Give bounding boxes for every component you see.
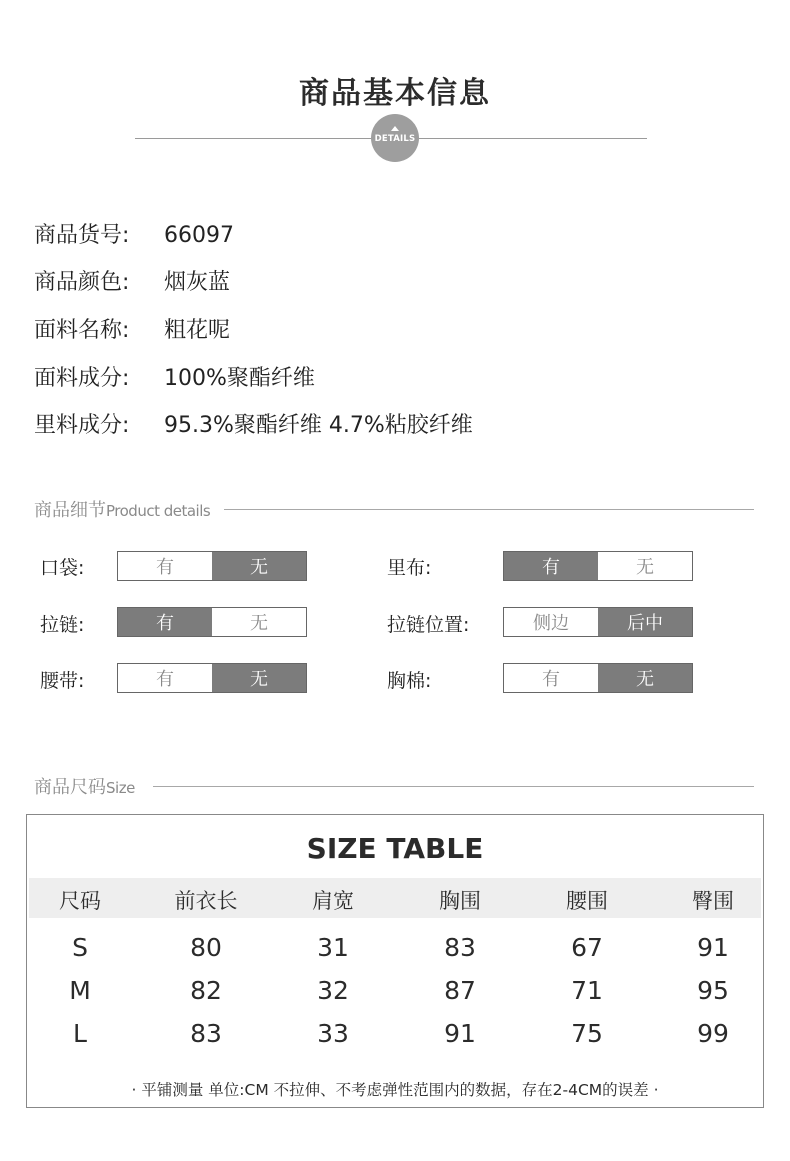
- info-label: 面料名称:: [34, 318, 130, 343]
- size-table-cell: 31: [317, 933, 349, 962]
- option-no-selected: 无: [212, 552, 306, 580]
- detail-toggle-zipper: [117, 607, 307, 637]
- size-section-title-en: Size: [106, 779, 135, 797]
- size-table-cell: 91: [697, 933, 729, 962]
- info-value: 烟灰蓝: [164, 270, 231, 295]
- size-section-divider: [153, 786, 754, 787]
- size-table-cell: 33: [317, 1019, 349, 1048]
- details-section-header: [34, 496, 210, 522]
- option-back-center-selected: 后中: [598, 608, 692, 636]
- detail-toggle-pocket: [117, 551, 307, 581]
- detail-toggle-chest-padding: [503, 663, 693, 693]
- info-row-item-number: [34, 218, 234, 249]
- detail-toggle-zipper-position: [503, 607, 693, 637]
- size-table-cell: 80: [190, 933, 222, 962]
- size-table-cell: L: [73, 1019, 87, 1048]
- title-divider-right: [417, 138, 647, 139]
- size-table-cell: 87: [444, 976, 476, 1005]
- info-row-lining-composition: [34, 408, 473, 439]
- size-table-cell: 91: [444, 1019, 476, 1048]
- option-yes: 有: [118, 552, 212, 580]
- size-table-cell: 95: [697, 976, 729, 1005]
- option-yes: 有: [504, 664, 598, 692]
- details-badge-label: DETAILS: [374, 134, 416, 144]
- detail-label-chest-padding: 胸棉:: [387, 670, 432, 692]
- info-label: 商品颜色:: [34, 270, 130, 295]
- details-section-title-en: Product details: [106, 502, 211, 520]
- size-table-cell: 67: [571, 933, 603, 962]
- title-divider-left: [135, 138, 375, 139]
- info-row-color: [34, 265, 230, 296]
- option-no: 无: [212, 608, 306, 636]
- size-table-cell: 83: [190, 1019, 222, 1048]
- size-table-cell: M: [69, 976, 91, 1005]
- option-yes-selected: 有: [504, 552, 598, 580]
- size-table-cell: 82: [190, 976, 222, 1005]
- option-yes-selected: 有: [118, 608, 212, 636]
- size-table-header-cell: 腰围: [566, 889, 608, 913]
- option-side: 侧边: [504, 608, 598, 636]
- size-section-header: [34, 773, 135, 799]
- size-table-header-cell: 臀围: [692, 889, 734, 913]
- detail-toggle-belt: [117, 663, 307, 693]
- option-no-selected: 无: [212, 664, 306, 692]
- info-value: 100%聚酯纤维: [164, 366, 315, 391]
- size-table-cell: 32: [317, 976, 349, 1005]
- details-section-title-cn: 商品细节: [34, 500, 106, 521]
- size-table-footnote: · 平铺测量 单位:CM 不拉伸、不考虑弹性范围内的数据，存在2-4CM的误差 ·: [131, 1081, 659, 1099]
- option-yes: 有: [118, 664, 212, 692]
- details-section-divider: [224, 509, 754, 510]
- size-table-cell: 71: [571, 976, 603, 1005]
- size-table-title: SIZE TABLE: [306, 832, 484, 865]
- triangle-icon: [391, 126, 399, 131]
- size-table-header-cell: 胸围: [439, 889, 481, 913]
- size-table-cell: 75: [571, 1019, 603, 1048]
- info-value: 95.3%聚酯纤维 4.7%粘胶纤维: [164, 413, 473, 438]
- detail-label-zipper-position: 拉链位置:: [387, 614, 470, 636]
- detail-label-lining: 里布:: [387, 557, 432, 579]
- info-row-fabric-name: [34, 313, 230, 344]
- info-label: 商品货号:: [34, 223, 130, 248]
- option-no-selected: 无: [598, 664, 692, 692]
- info-label: 面料成分:: [34, 366, 130, 391]
- size-table-header-cell: 前衣长: [174, 889, 238, 913]
- size-table-cell: 99: [697, 1019, 729, 1048]
- detail-label-pocket: 口袋:: [40, 557, 85, 579]
- size-table-cell: 83: [444, 933, 476, 962]
- detail-label-belt: 腰带:: [40, 670, 85, 692]
- info-value: 66097: [164, 223, 234, 248]
- size-section-title-cn: 商品尺码: [34, 777, 106, 798]
- size-table-header-cell: 肩宽: [312, 889, 354, 913]
- info-label: 里料成分:: [34, 413, 130, 438]
- info-row-fabric-composition: [34, 361, 315, 392]
- option-no: 无: [598, 552, 692, 580]
- detail-toggle-lining: [503, 551, 693, 581]
- page-title: 商品基本信息: [299, 76, 491, 111]
- details-badge: [371, 114, 419, 162]
- size-table-cell: S: [72, 933, 88, 962]
- size-table-header-cell: 尺码: [59, 889, 101, 913]
- detail-label-zipper: 拉链:: [40, 614, 85, 636]
- info-value: 粗花呢: [164, 318, 231, 343]
